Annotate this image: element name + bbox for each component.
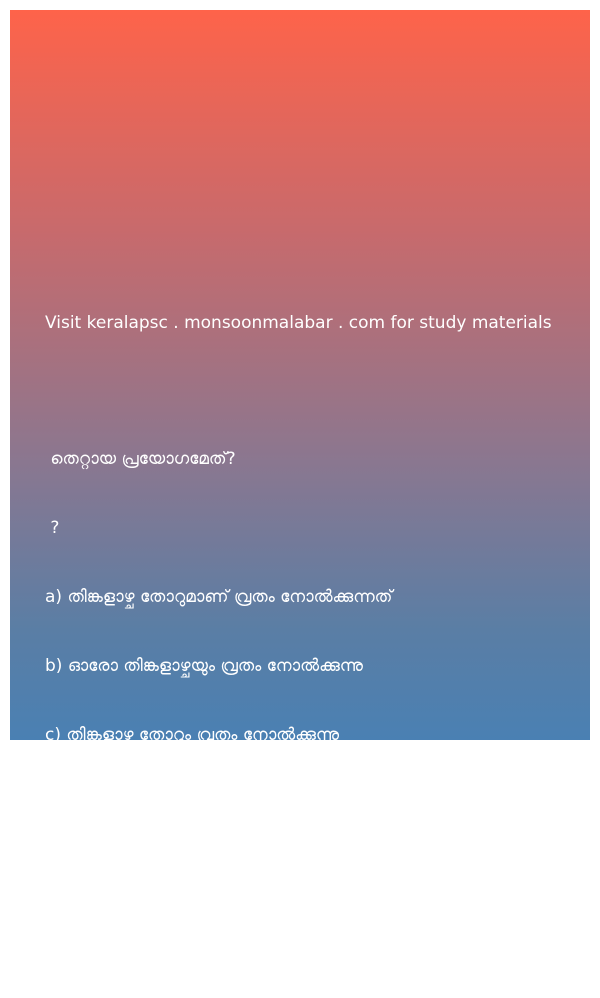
answer-line	[45, 929, 580, 952]
question-extra: ?	[45, 518, 60, 538]
option-a: a) തിങ്കളാഴ്ച തോറുമാണ് വ്രതം നോൽക്കുന്നത്	[45, 587, 393, 607]
option-c: c) തിങ്കളാഴ്ച തോറും വ്രതം നോൽക്കുന്നു	[45, 725, 340, 745]
question-card	[10, 10, 590, 950]
spacer	[45, 862, 580, 883]
visit-text: Visit keralapsc . monsoonmalabar . com for study materials	[45, 313, 552, 333]
option-d: d) ഓരോ തിങ്കളാഴ്ച തോറും വ്രതം നോൽക്കും	[45, 794, 381, 814]
answer-text: ഓരോ തിങ്കളാഴ്ച തോറും വ്രതം നോൽക്കും	[118, 930, 431, 950]
answer-label: Answer:	[45, 930, 114, 950]
question-text: തെറ്റായ പ്രയോഗമേത്?	[45, 449, 236, 469]
card-content	[45, 266, 580, 998]
option-b: b) ഓരോ തിങ്കളാഴ്ചയും വ്രതം നോൽക്കുന്നു	[45, 656, 363, 676]
spacer	[45, 381, 580, 402]
